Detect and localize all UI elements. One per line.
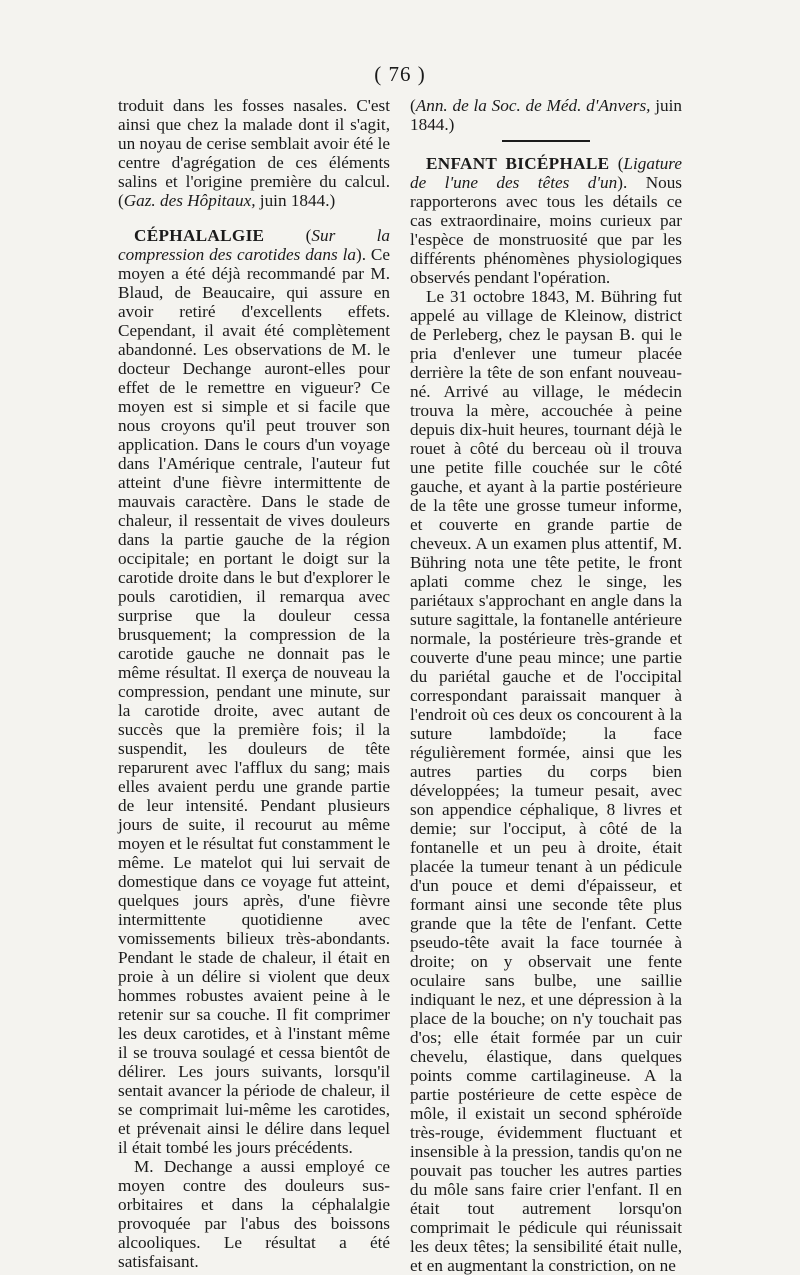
spacer [118, 210, 390, 226]
left-p2-text: Ce moyen a été déjà recommandé par M. Blaud, de Beaucaire, qui assure en avoir retiré d'excellents effets. Cependant, il avait été complètement abandonné. Les observations de M. le docteur Dechange auront-elles pour effet de le remettre en vigueur? Ce moyen est si simple et si facile que nous croyons qu'il peut trouver son application. Dans le cours d'un voyage dans l'Amérique centrale, l'auteur fut atteint d'une fièvre intermittente de mauvais caractère. Dans le stade de chaleur, il ressentait de vives douleurs dans la partie gauche de la région occipitale; en portant le doigt sur la carotide droite dans le but d'explorer le pouls carotidien, il remarqua avec surprise que la douleur cessa brusquement; la compression de la carotide gauche ne donnait pas le même résultat. Il exerça de nouveau la compression, pendant une minute, sur la carotide droite, avec autant de succès que la première fois; il la suspendit, les douleurs de tête reparurent avec l'afflux du sang; mais elles avaient perdu une grande partie de leur intensité. Pendant plusieurs jours de suite, il recourut au même moyen et le résultat fut constamment le même. Le matelot qui lui servait de domestique dans ce voyage fut atteint, quelques jours après, d'une fièvre intermittente quotidienne avec vomissements bilieux très-abondants. Pendant le stade de chaleur, il était en proie à un délire si violent que deux hommes robustes avaient peine à le retenir sur sa couche. Il fit comprimer les deux carotides, et à l'instant même il se trouva soulagé et cessa bientôt de délirer. Les jours suivants, lorsqu'il sentait avancer la période de chaleur, il se comprimait lui-même les carotides, et prévenait ainsi le délire dans lequel il était tombé les jours précédents. [118, 245, 390, 1157]
left-p1-source: Gaz. des Hôpitaux, [123, 191, 256, 210]
section-close: ). [355, 245, 371, 264]
left-p1-text: troduit dans les fosses nasales. C'est ainsi que chez la malade dont il s'agit, un noyau de cerise semblait avoir été le centre d'agrégation de ces éléments salins et l'origine première du calcul. ( [118, 96, 390, 210]
section-open: ( [264, 226, 312, 245]
left-p1-end: juin 1844.) [255, 191, 336, 210]
right-p1-end: juin 1844.) [410, 96, 682, 134]
section-subtitle-ligature: Ligature de l'une des têtes d'un [410, 154, 682, 192]
right-paragraph-1 [410, 96, 682, 134]
cephalalgie-section [118, 226, 390, 1157]
left-paragraph-3: M. Dechange a aussi employé ce moyen contre des douleurs sus-orbitaires et dans la céphalalgie provoquée par l'abus des boissons alcooliques. Le résultat a été satisfaisant. [118, 1157, 390, 1271]
section-divider [502, 140, 590, 142]
right-p1-source: Ann. de la Soc. de Méd. d'Anvers, [415, 96, 651, 115]
section-title-enfant-bicephale: ENFANT BICÉPHALE [426, 154, 610, 173]
right-column [410, 96, 682, 1275]
left-column [118, 96, 390, 1271]
section-subtitle-cephalalgie: Sur la compression des carotides dans la [118, 226, 390, 264]
section-open: ( [609, 154, 624, 173]
left-paragraph-1 [118, 96, 390, 210]
enfant-bicephale-section [410, 154, 682, 287]
right-p2-text: Nous rapporterons avec tous les détails ce cas extraordinaire, moins curieux par l'espèce de monstruosité que par les différents phénomènes physiologiques observés pendant l'opération. [410, 173, 682, 287]
section-title-cephalalgie: CÉPHALALGIE [134, 226, 265, 245]
section-close: ). [617, 173, 646, 192]
right-paragraph-3: Le 31 octobre 1843, M. Bühring fut appelé au village de Kleinow, district de Perleberg, chez le paysan B. qui le pria d'enlever une tumeur placée derrière la tête de son enfant nouveau-né. Arrivé au village, le médecin trouva la mère, accouchée à peine depuis dix-huit heures, tournant déjà le rouet à côté du berceau où il trouva une petite fille couchée sur le côté gauche, et ayant à la partie postérieure de la tête une grosse tumeur informe, et couverte en grande partie de cheveux. A un examen plus attentif, M. Bühring nota une tête petite, le front aplati comme chez le singe, les pariétaux s'approchant en angle dans la suture sagittale, la fontanelle antérieure normale, la postérieure très-grande et couverte d'une peau mince; une partie du pariétal gauche et de l'occipital correspondant paraissait manquer à l'endroit où ces deux os concourent à la suture lambdoïde; la face régulièrement formée, ainsi que les autres parties du corps bien développées; la tumeur pesait, avec son appendice céphalique, 8 livres et demie; sur l'occiput, à côté de la fontanelle et un peu à droite, était placée la tumeur tenant à un pédicule d'un pouce et demi d'épaisseur, et formant ainsi une seconde tête plus grande que la tête de l'enfant. Cette pseudo-tête avait la face tournée à droite; on y observait une fente oculaire sans bulbe, une saillie indiquant le nez, et une dépression à la place de la bouche; on n'y touchait pas d'os; elle était formée par un cuir chevelu, élastique, dans quelques points comme cartilagineuse. A la partie postérieure de cette espèce de môle, il existait un second sphéroïde très-rouge, évidemment fluctuant et insensible à la pression, tandis qu'on ne pouvait pas toucher les autres parties du môle sans faire crier l'enfant. Il en était tout autrement lorsqu'on comprimait le pédicule qui réunissait les deux têtes; la sensibilité était nulle, et en augmentant la constriction, on ne [410, 287, 682, 1275]
page-number: ( 76 ) [374, 62, 426, 86]
right-p1-open: ( [410, 96, 416, 115]
